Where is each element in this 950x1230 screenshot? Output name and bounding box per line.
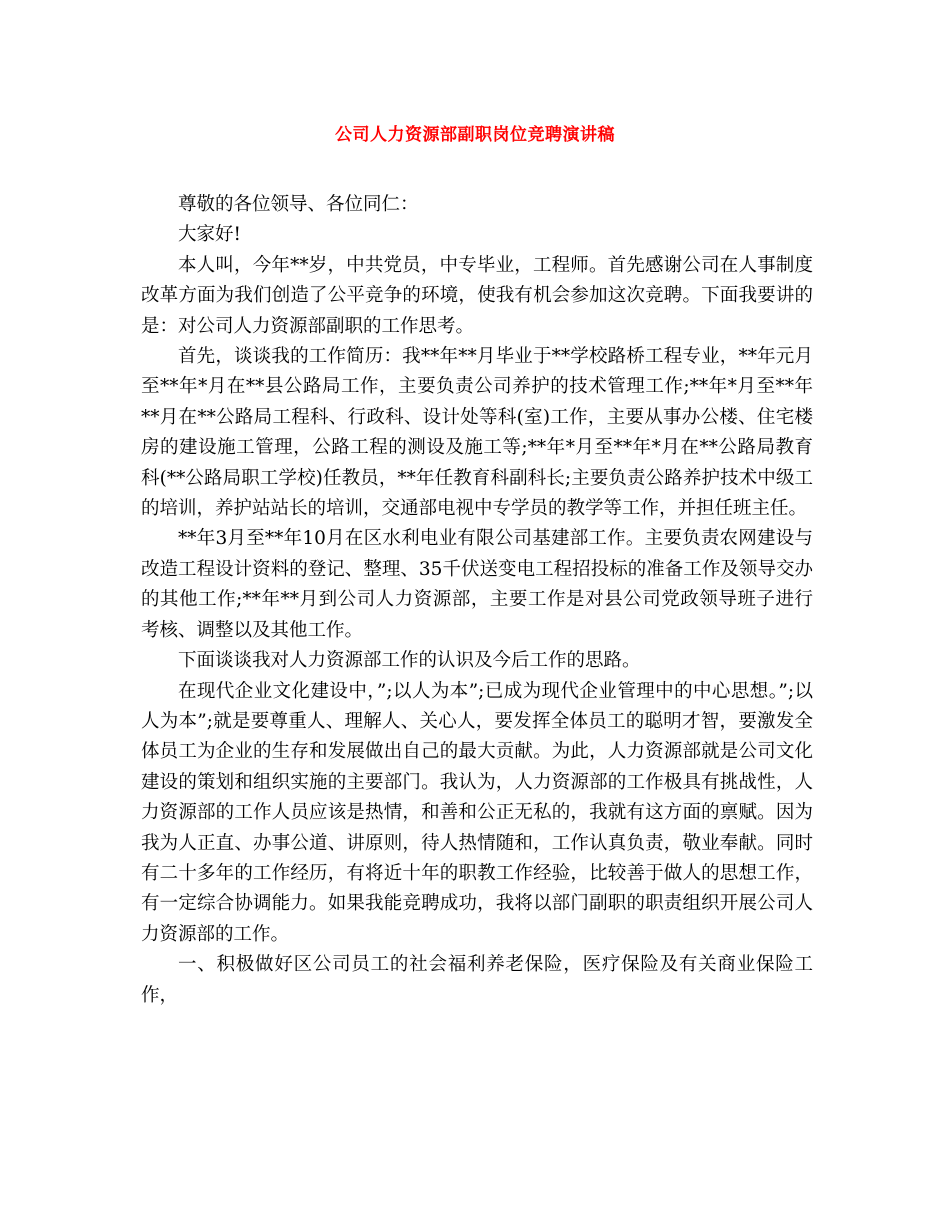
paragraph-item-one: 一、积极做好区公司员工的社会福利养老保险，医疗保险及有关商业保险工作， [141, 954, 813, 1006]
paragraph-understanding: 在现代企业文化建设中，”;以人为本”;已成为现代企业管理中的中心思想。”;以人为本”;就是要尊重人、理解人、关心人，要发挥全体员工的聪明才智，要激发全体员工为企业的生存和发展做出自己的最大贡献。为此，人力资源部就是公司文化建设的策划和组织实施的主要部门。我认为，人力资源部的工作极具有挑战性，人力资源部的工作人员应该是热情，和善和公正无私的，我就有这方面的禀赋。因为我为人正直、办事公道、讲原则，待人热情随和，工作认真负责，敬业奉献。同时有二十多年的工作经历，有将近十年的职教工作经验，比较善于做人的思想工作，有一定综合协调能力。如果我能竞聘成功，我将以部门副职的职责组织开展公司人力资源部的工作。 [141, 680, 813, 945]
paragraph-work-history: 首先，谈谈我的工作简历：我**年**月毕业于**学校路桥工程专业，**年元月至**年*月在**县公路局工作，主要负责公司养护的技术管理工作;**年*月至**年**月在**公路局工程科、行政科、设计处等科(室)工作，主要从事办公楼、住宅楼房的建设施工管理，公路工程的测设及施工等;**年*月至**年*月在**公路局教育科(**公路局职工学校)任教员，**年任教育科副科长;主要负责公路养护技术中级工的培训，养护站站长的培训，交通部电视中专学员的教学等工作，并担任班主任。 [141, 346, 813, 520]
paragraph-introduction: 本人叫，今年**岁，中共党员，中专毕业，工程师。首先感谢公司在人事制度改革方面为我们创造了公平竞争的环境，使我有机会参加这次竞聘。下面我要讲的是：对公司人力资源部副职的工作思考。 [141, 254, 813, 337]
salutation: 尊敬的各位领导、各位同仁： [178, 194, 419, 215]
document-title: 公司人力资源部副职岗位竞聘演讲稿 [335, 125, 615, 145]
document-body [141, 190, 813, 1011]
paragraph-transition: 下面谈谈我对人力资源部工作的认识及今后工作的思路。 [178, 650, 641, 672]
paragraph-recent-work: **年3月至**年10月在区水利电业有限公司基建部工作。主要负责农网建设与改造工程设计资料的登记、整理、35千伏送变电工程招投标的准备工作及领导交办的其他工作;**年**月到公司人力资源部，主要工作是对县公司党政领导班子进行考核、调整以及其他工作。 [141, 528, 813, 641]
greeting: 大家好! [178, 224, 241, 246]
